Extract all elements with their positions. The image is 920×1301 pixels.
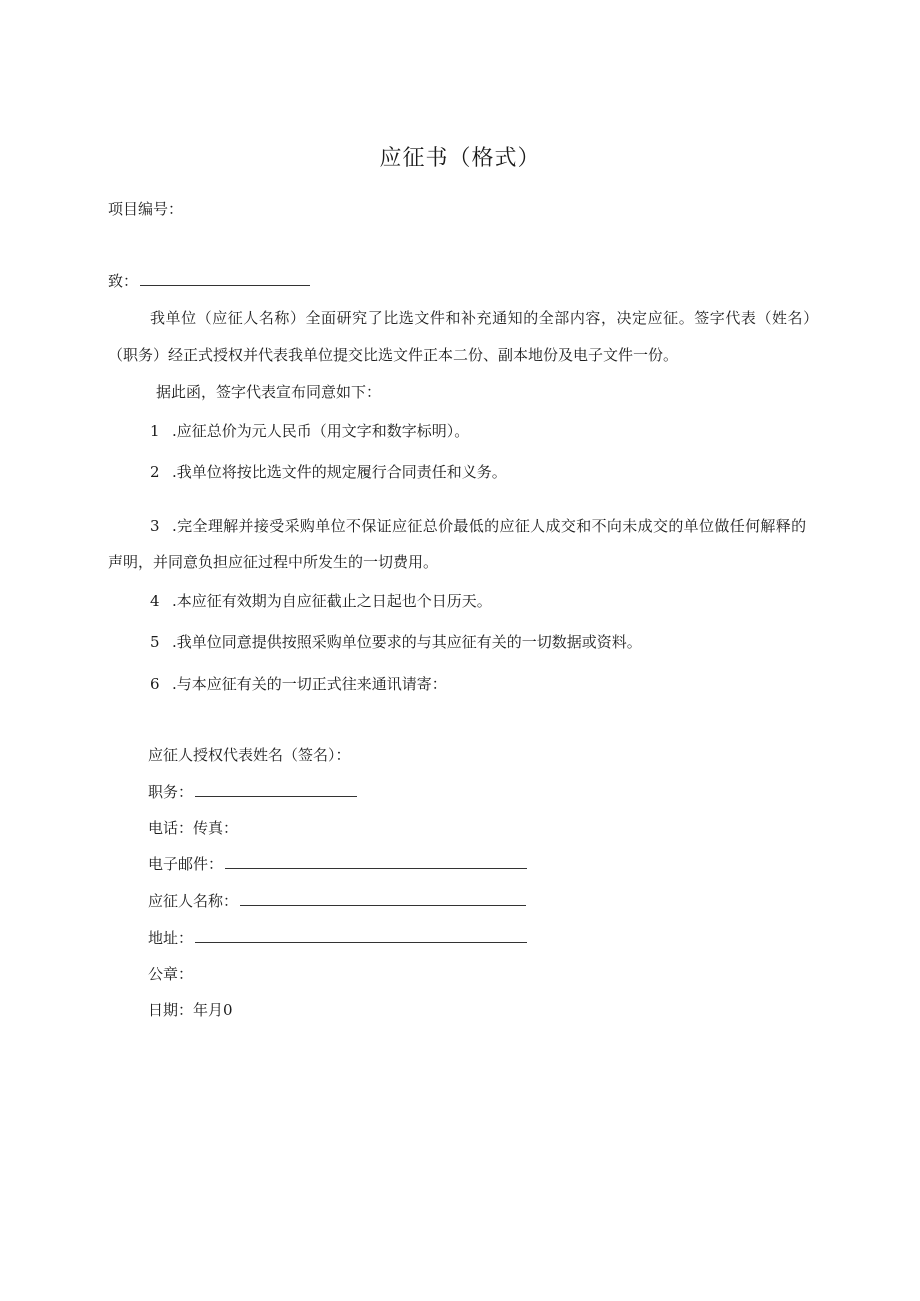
item-number: 5 xyxy=(150,633,160,651)
bidder-name-label: 应征人名称： xyxy=(148,892,239,910)
address-blank[interactable] xyxy=(195,928,527,943)
item-text: .与本应征有关的一切正式往来通讯请寄： xyxy=(172,675,447,693)
phone-fax-label: 电话：传真： xyxy=(148,819,239,837)
document-title: 应征书（格式） xyxy=(379,146,541,171)
seal-label: 公章： xyxy=(148,965,194,983)
position-label: 职务： xyxy=(148,783,194,801)
paragraph-1-line-2: （职务）经正式授权并代表我单位提交比选文件正本二份、副本地份及电子文件一份。 xyxy=(108,346,679,364)
item-number: 6 xyxy=(150,675,160,693)
email-line xyxy=(148,854,527,874)
item-1 xyxy=(150,421,469,441)
date-label: 日期：年月0 xyxy=(148,1001,233,1019)
item-6 xyxy=(150,674,447,694)
item-number: 1 xyxy=(150,422,160,440)
representative-signature-label: 应征人授权代表姓名（签名）： xyxy=(148,746,351,764)
item-text: .我单位将按比选文件的规定履行合同责任和义务。 xyxy=(172,463,507,481)
addressee-line xyxy=(108,271,310,291)
item-number: 3 xyxy=(150,517,160,535)
email-label: 电子邮件： xyxy=(148,855,224,873)
item-3-continuation: 声明，并同意负担应征过程中所发生的一切费用。 xyxy=(108,553,439,571)
item-text: .应征总价为元人民币（用文字和数字标明）。 xyxy=(172,422,470,440)
item-text: .本应征有效期为自应征截止之日起也个日历天。 xyxy=(172,592,492,610)
to-label: 致： xyxy=(108,272,139,290)
address-label: 地址： xyxy=(148,929,194,947)
bidder-name-line xyxy=(148,891,526,911)
paragraph-1-line-1: 我单位（应征人名称）全面研究了比选文件和补充通知的全部内容，决定应征。签字代表（姓名） xyxy=(150,309,819,327)
item-number: 2 xyxy=(150,463,160,481)
item-2 xyxy=(150,462,507,482)
position-blank[interactable] xyxy=(195,782,357,797)
item-text: .我单位同意提供按照采购单位要求的与其应征有关的一切数据或资料。 xyxy=(172,633,642,651)
item-5 xyxy=(150,632,642,652)
position-line xyxy=(148,782,357,802)
item-3 xyxy=(150,516,806,536)
project-number-label: 项目编号： xyxy=(108,200,184,218)
item-number: 4 xyxy=(150,592,160,610)
item-4 xyxy=(150,591,492,611)
paragraph-2: 据此函，签字代表宣布同意如下： xyxy=(156,383,382,401)
addressee-blank[interactable] xyxy=(140,271,310,286)
bidder-name-blank[interactable] xyxy=(240,891,526,906)
email-blank[interactable] xyxy=(225,854,527,869)
address-line xyxy=(148,928,527,948)
item-text: .完全理解并接受采购单位不保证应征总价最低的应征人成交和不向未成交的单位做任何解释的 xyxy=(172,517,807,535)
